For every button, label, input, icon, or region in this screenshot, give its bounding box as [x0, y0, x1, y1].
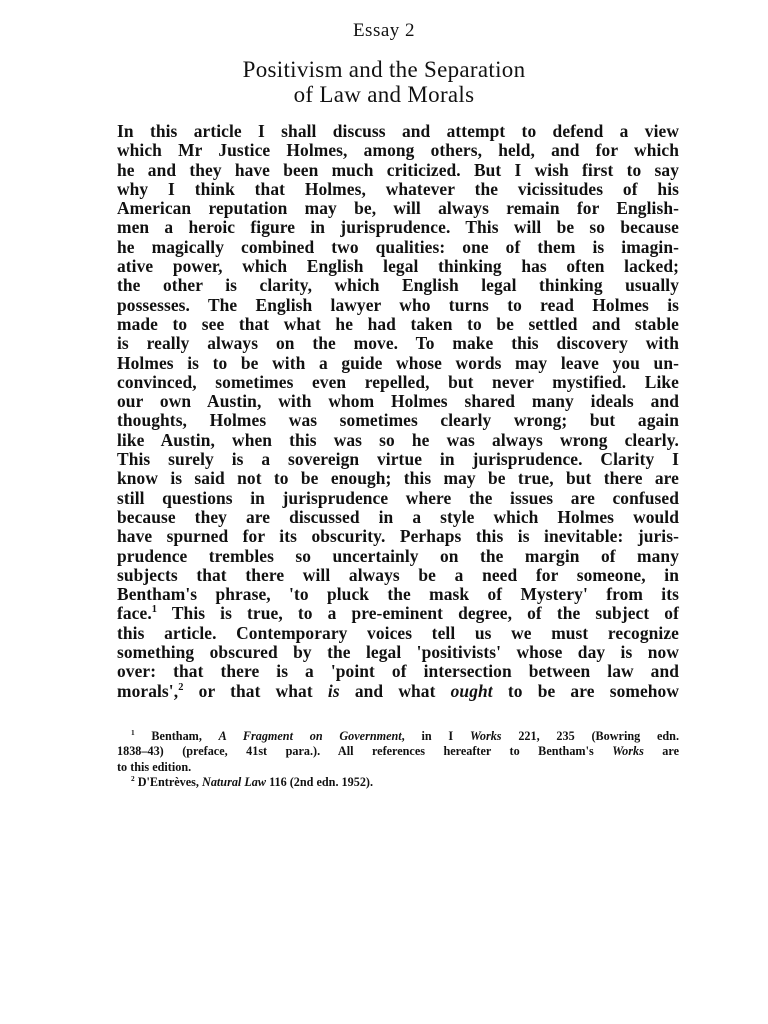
body-text-run: and what — [339, 680, 451, 701]
essay-title-line-2: of Law and Morals — [293, 82, 475, 107]
footnote-2 — [117, 775, 679, 790]
body-line: possesses. The English lawyer who turns to read Holmes is — [117, 294, 679, 315]
body-text-run: This is true, to a pre-eminent degree, of the subject of — [157, 603, 679, 624]
footnote-text: Bentham, — [134, 729, 219, 743]
emphasis-ought: ought — [450, 680, 493, 701]
footnote-1-line-3: to this edition. — [117, 759, 192, 774]
body-text-run: face. — [117, 603, 152, 624]
body-line: thoughts, Holmes was sometimes clearly wrong; but again — [117, 410, 679, 431]
body-line: subjects that there will always be a need for someone, in — [117, 564, 679, 585]
footnote-number-2: 2 — [131, 773, 135, 783]
footnote-work-title: Natural Law — [202, 774, 267, 789]
footnote-text: 116 (2nd edn. 1952). — [266, 774, 374, 789]
body-line — [117, 604, 679, 623]
emphasis-is: is — [327, 680, 340, 701]
footnote-text: , in I — [401, 729, 470, 743]
body-line: why I think that Holmes, whatever the vicissitudes of his — [117, 178, 679, 199]
body-line: men a heroic figure in jurisprudence. This will be so because — [117, 217, 679, 238]
body-line: our own Austin, with whom Holmes shared many ideals and — [117, 391, 679, 412]
body-line: over: that there is a 'point of intersection between law and — [117, 661, 679, 682]
footnote-1-line-1 — [117, 729, 679, 744]
body-line: he and they have been much criticized. But I wish first to say — [117, 159, 679, 180]
footnote-text: are — [643, 744, 679, 759]
footnote-ref-1[interactable]: 1 — [151, 604, 158, 616]
body-line: like Austin, when this was so he was always wrong clearly. — [117, 429, 679, 450]
body-line: ative power, which English legal thinking has often lacked; — [117, 256, 679, 277]
footnote-number-1: 1 — [131, 727, 135, 737]
footnote-ref-2[interactable]: 2 — [178, 681, 184, 693]
essay-title — [0, 57, 768, 107]
body-line: this article. Contemporary voices tell us we must recognize — [117, 622, 679, 643]
body-text-run: to be are somehow — [492, 680, 679, 701]
body-line: In this article I shall discuss and attempt to defend a view — [117, 121, 679, 141]
body-line: still questions in jurisprudence where the issues are confused — [117, 487, 679, 508]
footnote-work-title: A Fragment on Government — [218, 729, 402, 743]
body-line: American reputation may be, will always remain for English- — [117, 198, 679, 219]
body-line: something obscured by the legal 'positivists' whose day is now — [117, 642, 679, 663]
footnote-text: D'Entrèves, — [134, 774, 203, 789]
body-line: made to see that what he had taken to be settled and stable — [117, 313, 679, 334]
body-line: know is said not to be enough; this may be true, but there are — [117, 468, 679, 489]
body-line: he magically combined two qualities: one of them is imagin- — [117, 236, 679, 257]
body-line: This surely is a sovereign virtue in jurisprudence. Clarity I — [117, 449, 679, 470]
footnote-works: Works — [469, 729, 502, 743]
essay-number: Essay 2 — [352, 20, 416, 41]
footnotes — [117, 729, 679, 790]
body-line: have spurned for its obscurity. Perhaps this is inevitable: juris- — [117, 526, 679, 547]
body-line: prudence trembles so uncertainly on the margin of many — [117, 545, 679, 566]
body-line: Bentham's phrase, 'to pluck the mask of Mystery' from its — [117, 584, 679, 605]
body-line: is really always on the move. To make this discovery with — [117, 333, 679, 354]
body-text-run: morals', — [117, 680, 179, 701]
footnote-text: 221, 235 (Bowring edn. — [501, 729, 679, 743]
body-line — [117, 682, 679, 701]
body-line: Holmes is to be with a guide whose words may leave you un- — [117, 352, 679, 373]
body-line: which Mr Justice Holmes, among others, held, and for which — [117, 140, 679, 161]
body-line: because they are discussed in a style which Holmes would — [117, 506, 679, 527]
body-text-run: or that what — [183, 680, 328, 701]
essay-title-line-1: Positivism and the Separation — [242, 57, 526, 82]
body-paragraph — [117, 122, 679, 701]
footnote-text: 1838–43) (preface, 41st para.). All references hereafter to Bentham's — [117, 744, 613, 759]
body-line: convinced, sometimes even repelled, but never mystified. Like — [117, 371, 679, 392]
footnote-works: Works — [612, 744, 644, 759]
footnote-1-line-2 — [117, 744, 679, 759]
body-line: the other is clarity, which English legal thinking usually — [117, 275, 679, 296]
